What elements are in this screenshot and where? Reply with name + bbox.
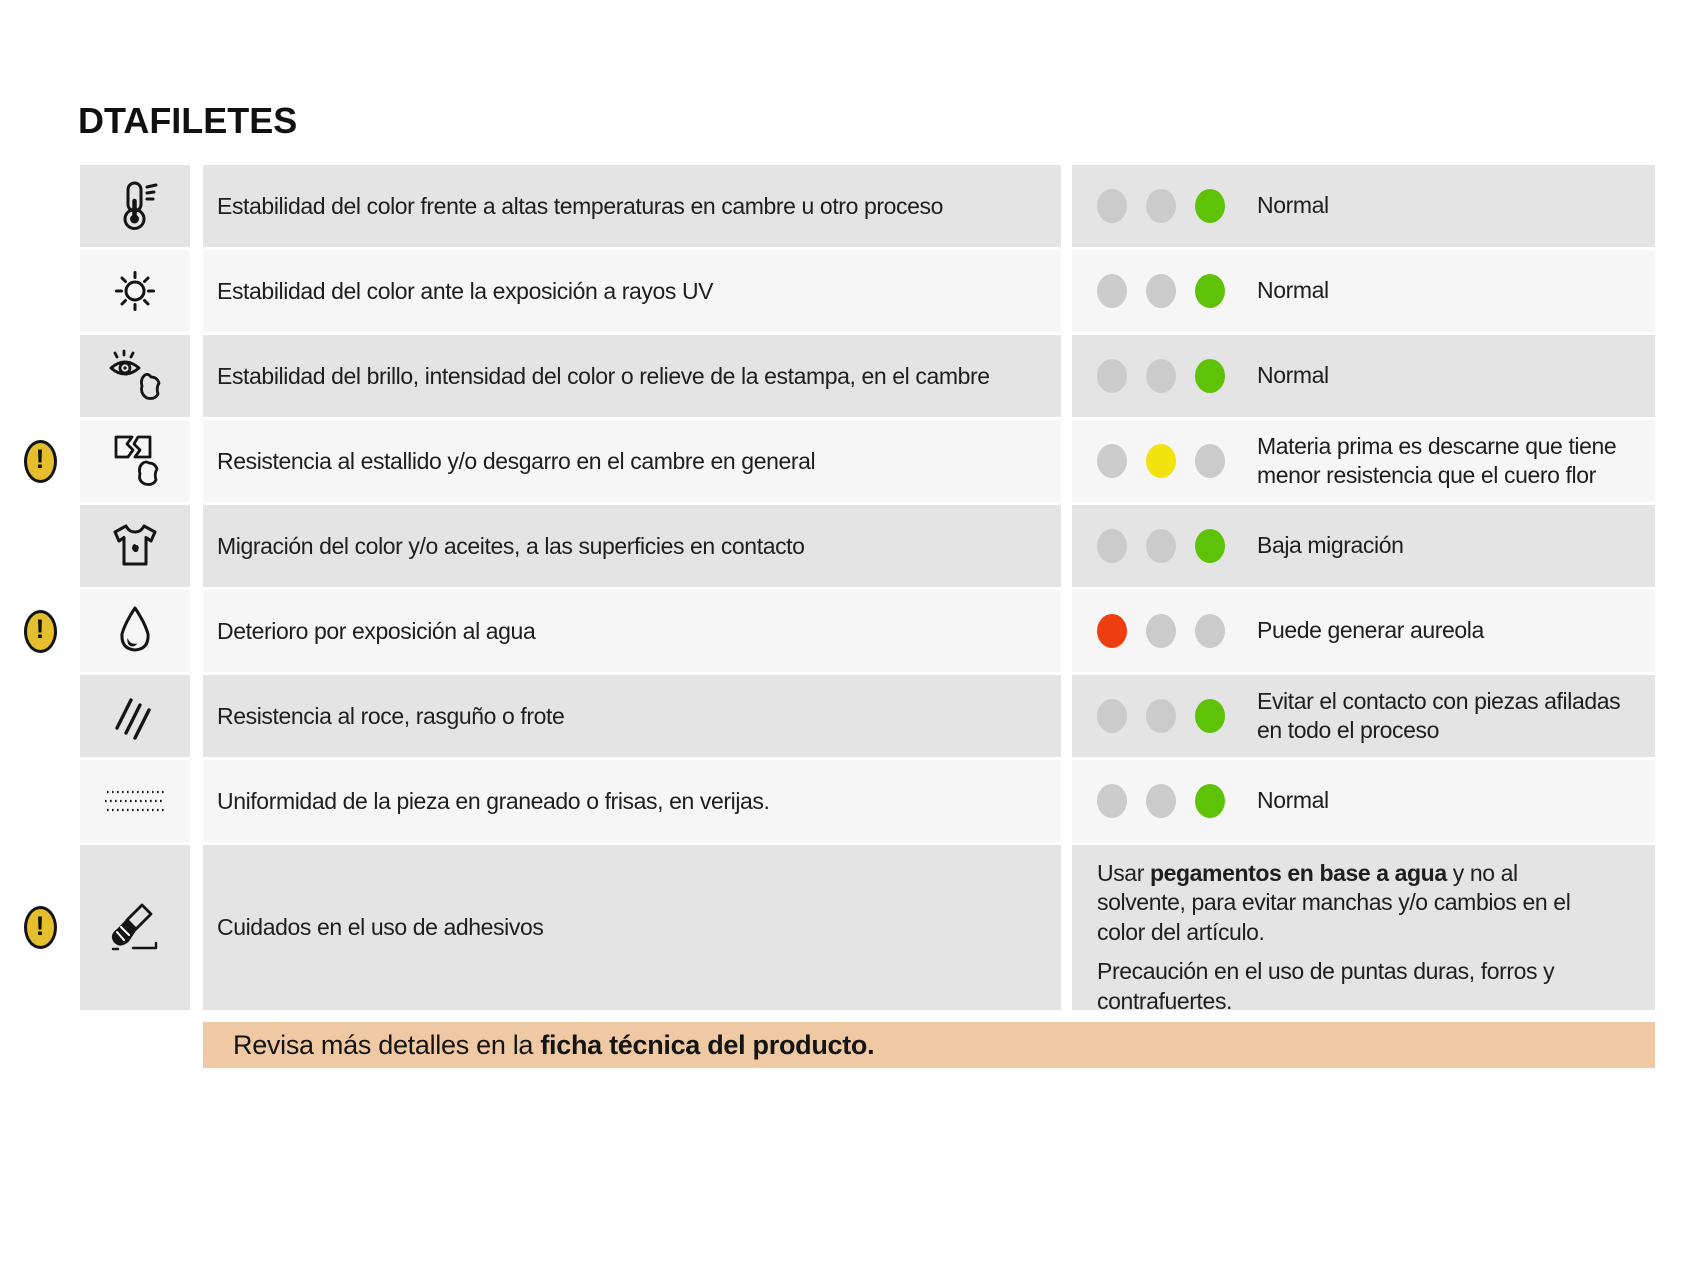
- table-row: [0, 760, 1681, 842]
- rating-dot-green: [1195, 359, 1225, 393]
- tshirt-migration-icon: [80, 505, 190, 587]
- rating-dot-green: [1195, 699, 1225, 733]
- rating-dots: [1097, 784, 1225, 818]
- properties-table: [0, 165, 1681, 1013]
- rating-dot-gray: [1146, 189, 1176, 223]
- dotted-lines-icon: [80, 760, 190, 842]
- row-status: Baja migración: [1257, 532, 1404, 559]
- scratch-icon: [80, 675, 190, 757]
- rating-dot-gray: [1146, 614, 1176, 648]
- row-label: Resistencia al estallido y/o desgarro en el cambre en general: [217, 447, 816, 474]
- warning-icon: !: [24, 906, 57, 949]
- footer-text: Revisa más detalles en la ficha técnica del producto.: [233, 1029, 875, 1060]
- thermometer-icon: [80, 165, 190, 247]
- table-row: [0, 505, 1681, 587]
- rating-dot-gray: [1097, 699, 1127, 733]
- rating-dot-gray: [1097, 359, 1127, 393]
- rating-dot-red: [1097, 614, 1127, 648]
- rating-dot-yellow: [1146, 444, 1176, 478]
- row-label: Estabilidad del brillo, intensidad del color o relieve de la estampa, en el cambre: [217, 362, 990, 389]
- table-row: [0, 165, 1681, 247]
- rating-dot-gray: [1195, 614, 1225, 648]
- row-label: Uniformidad de la pieza en graneado o frisas, en verijas.: [217, 787, 770, 814]
- warning-slot: [0, 250, 80, 332]
- rating-dots: [1097, 359, 1225, 393]
- rating-dot-gray: [1146, 699, 1176, 733]
- rating-dot-gray: [1146, 359, 1176, 393]
- warning-slot: [0, 165, 80, 247]
- rating-dots: [1097, 274, 1225, 308]
- row-label: Migración del color y/o aceites, a las superficies en contacto: [217, 532, 805, 559]
- warning-slot: [0, 335, 80, 417]
- warning-slot: [0, 505, 80, 587]
- rating-dots: [1097, 529, 1225, 563]
- rating-dot-gray: [1097, 274, 1127, 308]
- rating-dot-green: [1195, 784, 1225, 818]
- adhesive-note: [1072, 845, 1655, 1014]
- rating-dot-green: [1195, 274, 1225, 308]
- table-row: [0, 590, 1681, 672]
- table-row: [0, 335, 1681, 417]
- row-status: Normal: [1257, 362, 1329, 389]
- table-row: [0, 845, 1681, 1014]
- row-label: Cuidados en el uso de adhesivos: [217, 914, 544, 940]
- row-status: Evitar el contacto con piezas afiladas en todo el proceso: [1257, 687, 1621, 743]
- tear-resistance-icon: [80, 420, 190, 502]
- rating-dot-green: [1195, 189, 1225, 223]
- rating-dots: [1097, 189, 1225, 223]
- warning-icon: !: [24, 440, 57, 483]
- warning-slot: [0, 760, 80, 842]
- footer-banner: [203, 1022, 1655, 1068]
- row-label: Deterioro por exposición al agua: [217, 617, 536, 644]
- warning-slot: [0, 845, 80, 1010]
- rating-dots: [1097, 699, 1225, 733]
- rating-dot-gray: [1146, 784, 1176, 818]
- eye-gloss-icon: [80, 335, 190, 417]
- rating-dot-gray: [1097, 529, 1127, 563]
- row-label: Resistencia al roce, rasguño o frote: [217, 702, 565, 729]
- brush-adhesive-icon: [80, 845, 190, 1010]
- warning-icon: !: [24, 610, 57, 653]
- water-drop-icon: [80, 590, 190, 672]
- rating-dots: [1097, 614, 1225, 648]
- row-status: Materia prima es descarne que tiene menor resistencia que el cuero flor: [1257, 432, 1617, 488]
- rating-dot-green: [1195, 529, 1225, 563]
- sun-uv-icon: [80, 250, 190, 332]
- warning-slot: [0, 675, 80, 757]
- table-row: [0, 250, 1681, 332]
- warning-slot: [0, 420, 80, 502]
- note-paragraph: Precaución en el uso de puntas duras, forros y contrafuertes.: [1097, 958, 1555, 1014]
- rating-dot-gray: [1097, 784, 1127, 818]
- warning-slot: [0, 590, 80, 672]
- rating-dot-gray: [1146, 274, 1176, 308]
- table-row: [0, 420, 1681, 502]
- rating-dot-gray: [1097, 444, 1127, 478]
- row-label: Estabilidad del color frente a altas temperaturas en cambre u otro proceso: [217, 192, 943, 219]
- table-row: [0, 675, 1681, 757]
- row-status: Puede generar aureola: [1257, 617, 1484, 644]
- row-status: Normal: [1257, 277, 1329, 304]
- row-status: Normal: [1257, 192, 1329, 219]
- rating-dot-gray: [1097, 189, 1127, 223]
- page-title: DTAFILETES: [78, 100, 298, 141]
- rating-dot-gray: [1195, 444, 1225, 478]
- row-label: Estabilidad del color ante la exposición a rayos UV: [217, 277, 714, 304]
- row-status: Normal: [1257, 787, 1329, 814]
- rating-dot-gray: [1146, 529, 1176, 563]
- note-paragraph: Usar pegamentos en base a agua y no al solvente, para evitar manchas y/o cambios en el color del artículo.: [1097, 860, 1571, 945]
- rating-dots: [1097, 444, 1225, 478]
